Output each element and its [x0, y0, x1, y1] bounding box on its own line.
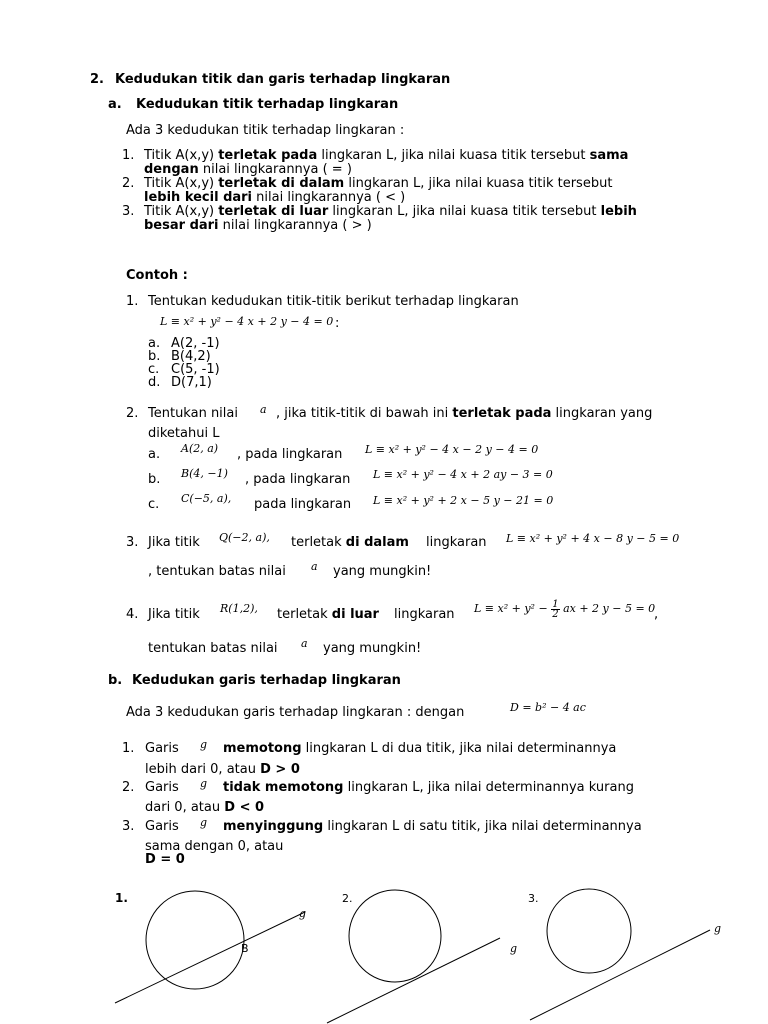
point-label-b: B: [241, 942, 249, 955]
line-label-g: g: [714, 922, 722, 935]
example-number: 2.: [126, 406, 139, 421]
equation-suffix: :: [335, 316, 340, 331]
section-number: 2.: [90, 72, 104, 87]
list-item: memotong lingkaran L di dua titik, jika nilai determinannya: [223, 741, 617, 756]
circle-figure-2: [349, 890, 441, 982]
point-expression: C(−5, a),: [181, 492, 232, 505]
variable-g: g: [200, 777, 208, 790]
section-title: Kedudukan titik dan garis terhadap lingkaran: [115, 72, 451, 87]
figure-label: 1.: [115, 891, 128, 905]
list-item-text: Garis: [145, 819, 179, 834]
example-text: terletak di luar: [277, 607, 379, 622]
circle-equation: L ≡ x² + y² − 4 x − 2 y − 4 = 0: [365, 443, 539, 456]
point-label: c.: [148, 362, 160, 377]
circle-equation: L ≡ x² + y² − 4 x + 2 ay − 3 = 0: [373, 468, 553, 481]
line-label-g: g: [299, 907, 307, 920]
tangent-line-g: [530, 930, 710, 1020]
example-text: Tentukan nilai: [148, 406, 238, 421]
circle-equation: L ≡ x² + y² + 2 x − 5 y − 21 = 0: [373, 494, 554, 507]
example-text: Jika titik: [148, 607, 200, 622]
discriminant-equation: D = b² − 4 ac: [510, 701, 586, 714]
circle-equation: L ≡ x² + y² − 4 x + 2 y − 4 = 0: [160, 315, 334, 328]
tangent-line-g: [327, 938, 500, 1023]
list-item-text: Garis: [145, 780, 179, 795]
list-item-continuation: lebih kecil dari nilai lingkarannya ( < ): [144, 190, 406, 205]
example-text: , jika titik-titik di bawah ini terletak pada lingkaran yang: [276, 406, 653, 421]
variable-a: a: [260, 403, 267, 416]
list-item-text: Garis: [145, 741, 179, 756]
example-number: 1.: [126, 294, 139, 309]
list-item-continuation: lebih dari 0, atau D > 0: [145, 762, 300, 777]
example-text-continuation: yang mungkin!: [323, 641, 422, 656]
sub-b-title: Kedudukan garis terhadap lingkaran: [132, 673, 401, 688]
list-item: Titik A(x,y) terletak pada lingkaran L, jika nilai kuasa titik tersebut sama: [144, 148, 629, 163]
sub-a-intro: Ada 3 kedudukan titik terhadap lingkaran :: [126, 123, 405, 138]
circle-equation: L ≡ x² + y² + 4 x − 8 y − 5 = 0: [506, 532, 680, 545]
contoh-title: Contoh :: [126, 268, 188, 283]
point-expression: A(2, a): [181, 442, 219, 455]
variable-g: g: [200, 816, 208, 829]
sub-b-label: b.: [108, 673, 123, 688]
variable-a: a: [311, 560, 318, 573]
figure-label: 2.: [342, 892, 353, 905]
point-expression: B(4, −1): [181, 467, 228, 480]
row-label: b.: [148, 472, 161, 487]
list-item: Titik A(x,y) terletak di luar lingkaran L, jika nilai kuasa titik tersebut lebih: [144, 204, 637, 219]
example-text: terletak di dalam: [291, 535, 409, 550]
variable-a: a: [301, 637, 308, 650]
point-value: B(4,2): [171, 349, 211, 364]
row-text: , pada lingkaran: [245, 472, 351, 487]
variable-g: g: [200, 738, 208, 751]
example-number: 4.: [126, 607, 139, 622]
circle-figure-1: [146, 891, 244, 989]
list-item-continuation: dari 0, atau D < 0: [145, 800, 265, 815]
list-item: tidak memotong lingkaran L, jika nilai determinannya kurang: [223, 780, 634, 795]
list-item-number: 2.: [122, 176, 135, 191]
point-label: a.: [148, 336, 161, 351]
row-label: c.: [148, 497, 160, 512]
line-label-g: g: [510, 942, 518, 955]
sub-a-label: a.: [108, 97, 122, 112]
list-item-continuation: dengan nilai lingkarannya ( = ): [144, 162, 352, 177]
circle-equation: L ≡ x² + y² − $\frac{1}{2}$ ax + 2 y − 5 = 0: [474, 598, 656, 620]
point-expression: R(1,2),: [220, 602, 258, 615]
list-item-number: 3.: [122, 819, 135, 834]
point-value: A(2, -1): [171, 336, 220, 351]
example-text-continuation: tentukan batas nilai: [148, 641, 278, 656]
list-item: menyinggung lingkaran L di satu titik, jika nilai determinannya: [223, 819, 642, 834]
list-item-continuation: D = 0: [145, 852, 185, 867]
sub-b-intro: Ada 3 kedudukan garis terhadap lingkaran : dengan: [126, 705, 465, 720]
example-text: lingkaran: [426, 535, 487, 550]
example-text: Tentukan kedudukan titik-titik berikut terhadap lingkaran: [148, 294, 519, 309]
equation-suffix: ,: [654, 607, 659, 622]
point-label: d.: [148, 375, 161, 390]
list-item-number: 3.: [122, 204, 135, 219]
secant-line-g: [115, 912, 305, 1003]
point-expression: Q(−2, a),: [219, 531, 270, 544]
circle-figure-3: [547, 889, 631, 973]
list-item-continuation: sama dengan 0, atau: [145, 839, 284, 854]
example-text: Jika titik: [148, 535, 200, 550]
example-number: 3.: [126, 535, 139, 550]
list-item-continuation: besar dari nilai lingkarannya ( > ): [144, 218, 372, 233]
example-text: lingkaran: [394, 607, 455, 622]
row-label: a.: [148, 447, 161, 462]
row-text: , pada lingkaran: [237, 447, 343, 462]
example-text-continuation: , tentukan batas nilai: [148, 564, 286, 579]
line-circle-figures: [0, 870, 768, 1024]
fraction: $\frac{1}{2}$: [552, 598, 559, 620]
point-label: b.: [148, 349, 161, 364]
example-text-continuation: diketahui L: [148, 426, 220, 441]
sub-a-title: Kedudukan titik terhadap lingkaran: [136, 97, 399, 112]
point-value: C(5, -1): [171, 362, 220, 377]
example-text-continuation: yang mungkin!: [333, 564, 432, 579]
list-item: Titik A(x,y) terletak di dalam lingkaran L, jika nilai kuasa titik tersebut: [144, 176, 613, 191]
list-item-number: 2.: [122, 780, 135, 795]
point-value: D(7,1): [171, 375, 212, 390]
list-item-number: 1.: [122, 741, 135, 756]
list-item-number: 1.: [122, 148, 135, 163]
row-text: pada lingkaran: [254, 497, 352, 512]
figure-label: 3.: [528, 892, 539, 905]
